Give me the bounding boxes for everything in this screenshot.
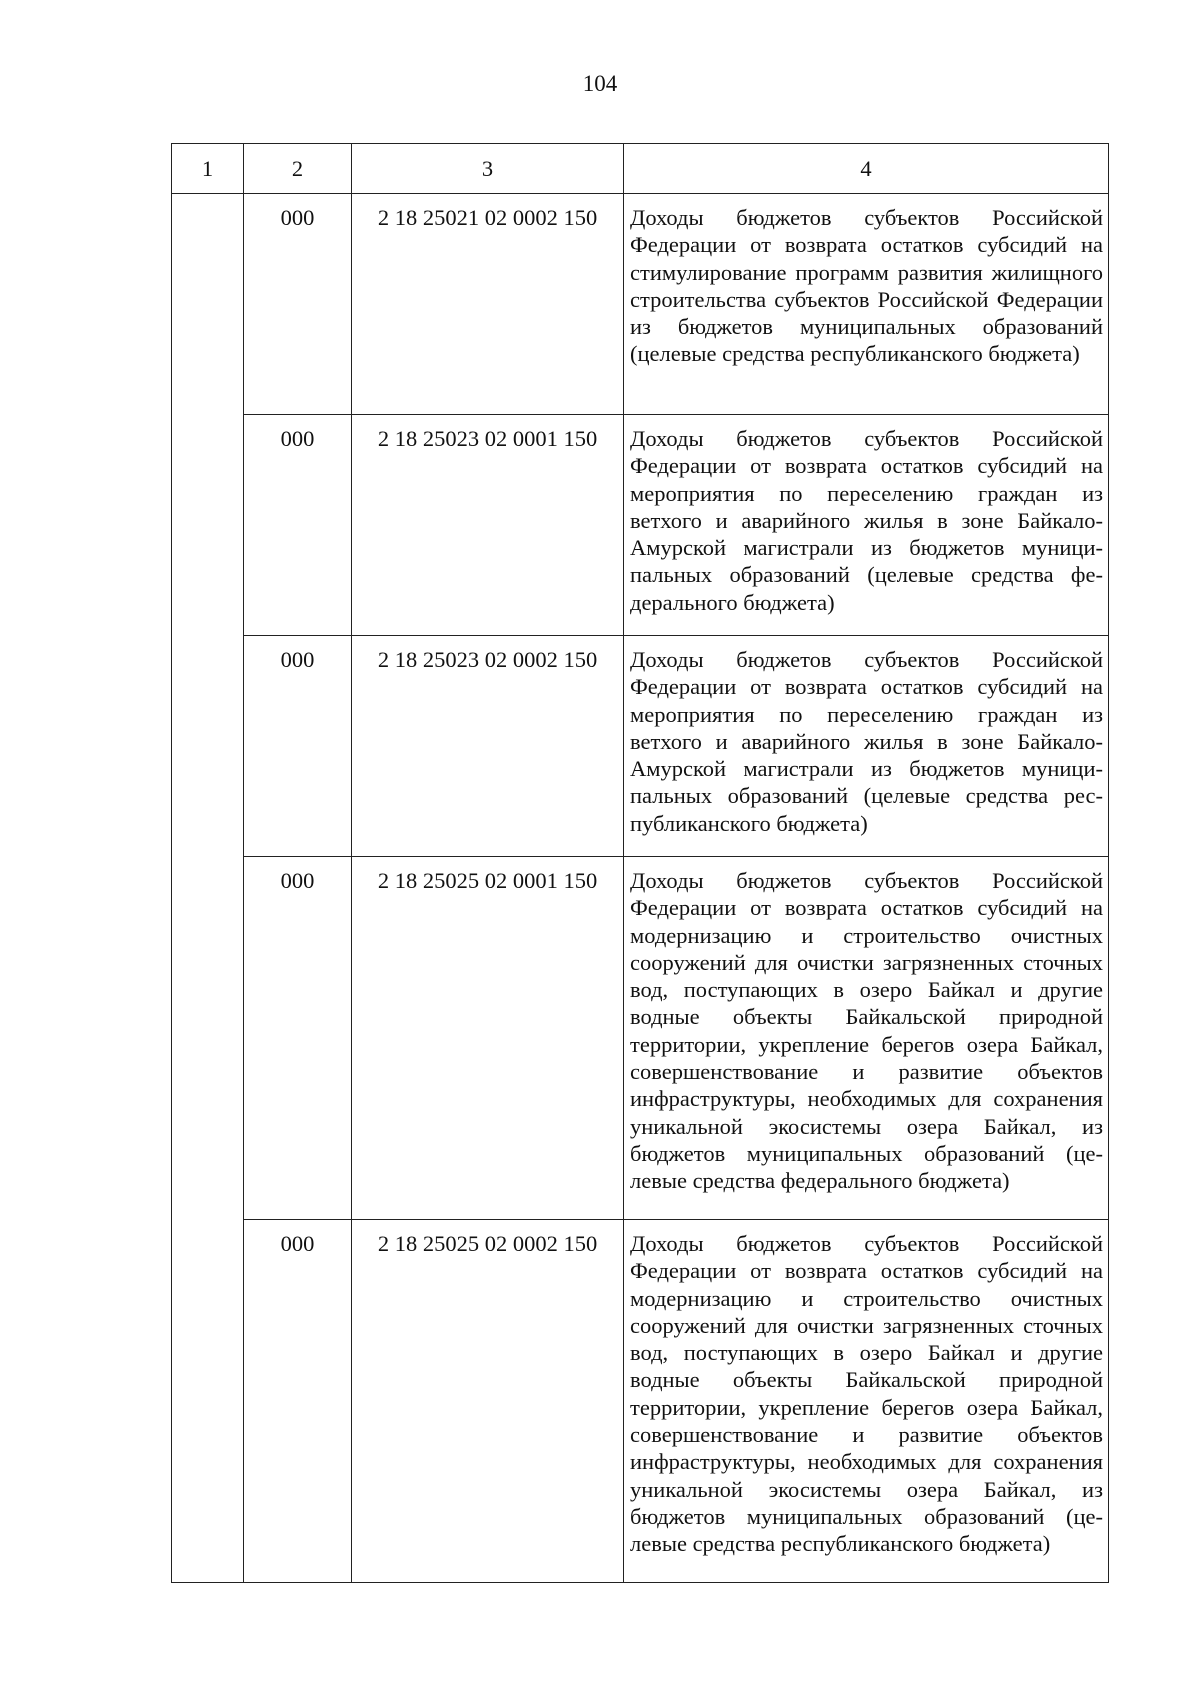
- page-number: 104: [582, 71, 618, 96]
- column-header-3: 3: [352, 144, 624, 194]
- table-row: [172, 415, 1109, 636]
- column-header-2: 2: [244, 144, 352, 194]
- budget-classification-table: [171, 143, 1109, 1583]
- revenue-code-cell: 2 18 25025 02 0002 150: [352, 1220, 624, 1583]
- administrator-code-cell: 000: [244, 194, 352, 415]
- revenue-code-cell: 2 18 25025 02 0001 150: [352, 857, 624, 1220]
- revenue-code-cell: 2 18 25021 02 0002 150: [352, 194, 624, 415]
- revenue-code-cell: 2 18 25023 02 0001 150: [352, 415, 624, 636]
- table-row: [172, 194, 1109, 415]
- revenue-description-cell: Доходы бюджетов субъектов Российской Федерации от возврата остатков субсидий на мероприятия по переселению граждан из ветхого и аварийного жилья в зоне Байкало-Амурской магистрали из бюджетов муниципальных образований (целевые средства федерального бюджета): [624, 415, 1109, 636]
- table-row: [172, 1220, 1109, 1583]
- table-header-row: [172, 144, 1109, 194]
- table-row: [172, 857, 1109, 1220]
- column-header-4: 4: [624, 144, 1109, 194]
- column-1-cell: [172, 194, 244, 1583]
- revenue-description-cell: Доходы бюджетов субъектов Российской Федерации от возврата остатков субсидий на модернизацию и строительство очистных сооружений для очистки загрязненных сточных вод, поступающих в озеро Байкал и другие водные объекты Байкальской природной территории, укрепление берегов озера Байкал, совершенствование и развитие объектов инфраструктуры, необходимых для сохранения уникальной экосистемы озера Байкал, из бюджетов муниципальных образований (целевые средства федерального бюджета): [624, 857, 1109, 1220]
- column-header-1: 1: [172, 144, 244, 194]
- revenue-description-cell: Доходы бюджетов субъектов Российской Федерации от возврата остатков субсидий на мероприятия по переселению граждан из ветхого и аварийного жилья в зоне Байкало-Амурской магистрали из бюджетов муниципальных образований (целевые средства республиканского бюджета): [624, 636, 1109, 857]
- revenue-description-cell: Доходы бюджетов субъектов Российской Федерации от возврата остатков субсидий на модернизацию и строительство очистных сооружений для очистки загрязненных сточных вод, поступающих в озеро Байкал и другие водные объекты Байкальской природной территории, укрепление берегов озера Байкал, совершенствование и развитие объектов инфраструктуры, необходимых для сохранения уникальной экосистемы озера Байкал, из бюджетов муниципальных образований (целевые средства республиканского бюджета): [624, 1220, 1109, 1583]
- administrator-code-cell: 000: [244, 1220, 352, 1583]
- administrator-code-cell: 000: [244, 415, 352, 636]
- revenue-code-cell: 2 18 25023 02 0002 150: [352, 636, 624, 857]
- table-row: [172, 636, 1109, 857]
- revenue-description-cell: Доходы бюджетов субъектов Российской Федерации от возврата остатков субсидий на стимулирование программ развития жилищного строительства субъектов Российской Федерации из бюджетов муниципальных образований (целевые средства республиканского бюджета): [624, 194, 1109, 415]
- administrator-code-cell: 000: [244, 857, 352, 1220]
- administrator-code-cell: 000: [244, 636, 352, 857]
